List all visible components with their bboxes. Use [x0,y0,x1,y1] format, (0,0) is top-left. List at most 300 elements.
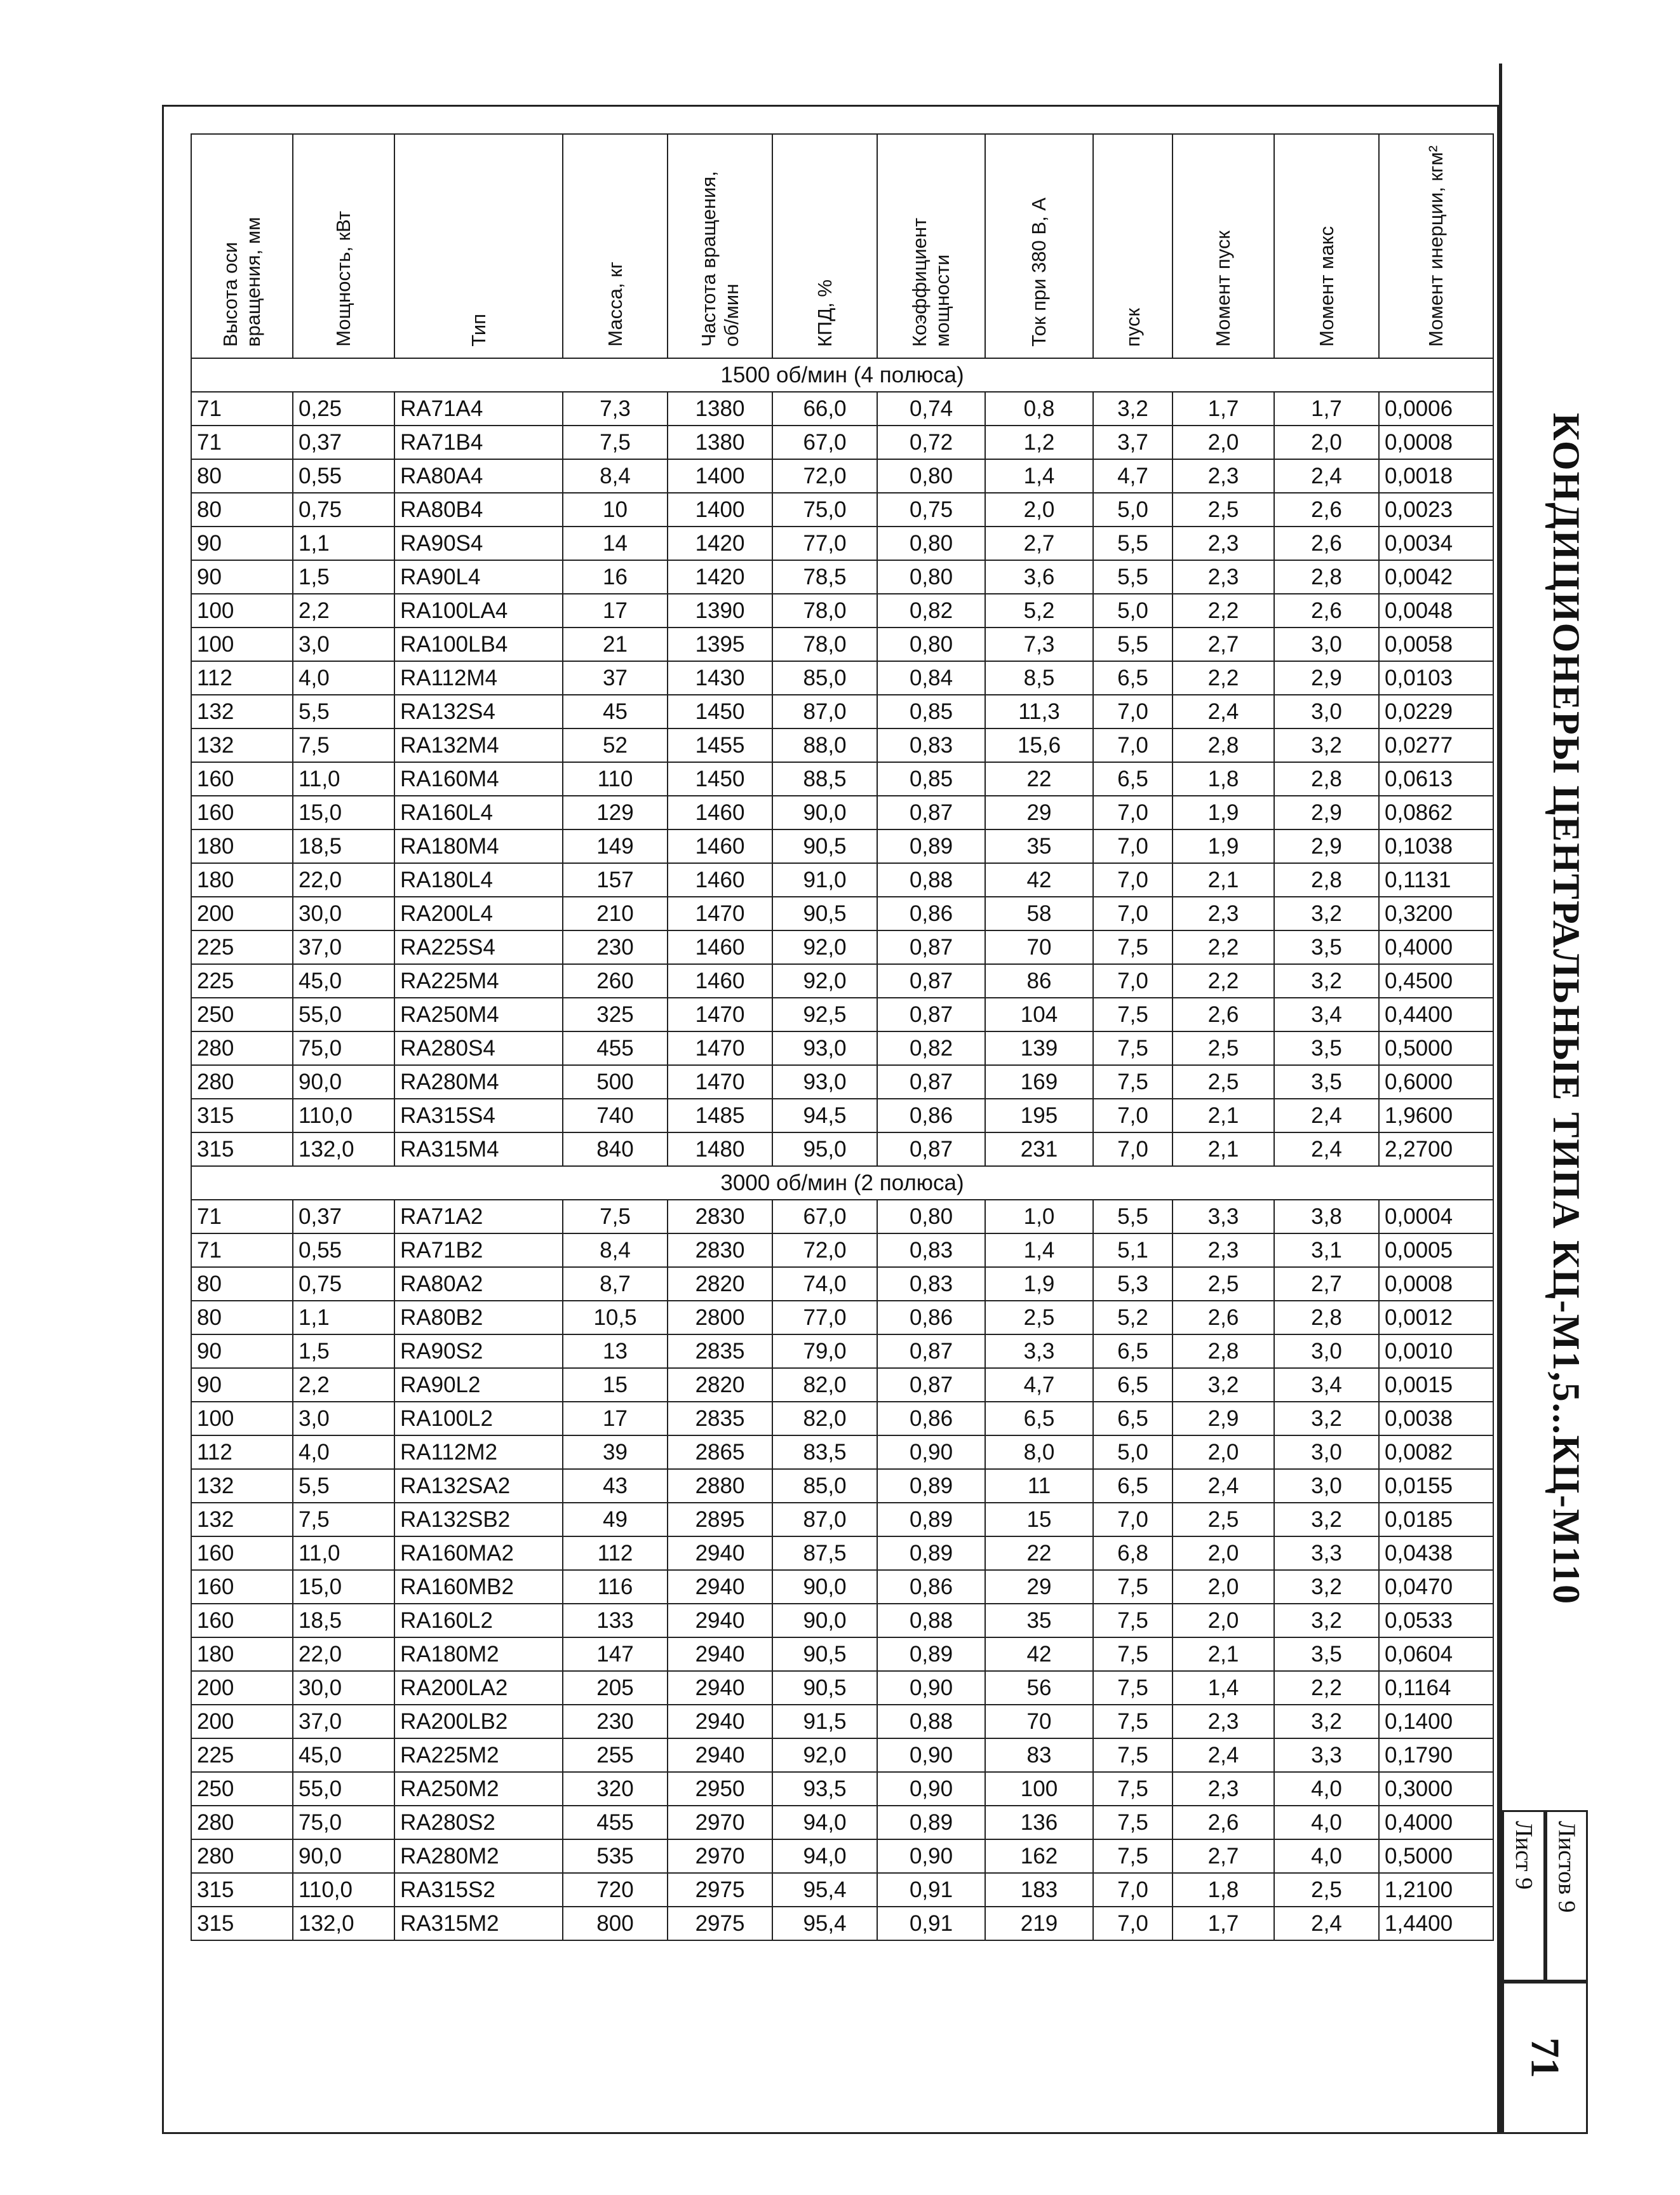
table-cell: 0,87 [877,964,985,998]
table-cell: 80 [191,493,293,527]
table-cell: 72,0 [772,459,877,493]
table-cell: 1,2100 [1379,1873,1493,1907]
table-cell: 0,0038 [1379,1402,1493,1435]
table-cell: 2,6 [1173,998,1274,1031]
table-row [191,1200,1493,1233]
table-cell: 2,7 [1173,1839,1274,1873]
table-cell: 139 [985,1031,1093,1065]
table-cell: 90 [191,1368,293,1402]
table-cell: 1,9 [985,1267,1093,1301]
table-cell: 7,0 [1093,1132,1173,1166]
table-cell: 86 [985,964,1093,998]
table-cell: 2970 [668,1806,772,1839]
table-cell: 7,0 [1093,1099,1173,1132]
table-cell: 29 [985,1570,1093,1604]
table-cell: 3,3 [1274,1536,1379,1570]
table-cell: 87,0 [772,1503,877,1536]
table-row [191,728,1493,762]
table-cell: 7,0 [1093,964,1173,998]
table-cell: 7,5 [563,426,668,459]
table-cell: 1,1 [293,527,394,560]
table-cell: 2880 [668,1469,772,1503]
table-cell: 1390 [668,594,772,628]
table-cell: 0,55 [293,1233,394,1267]
table-cell: 4,0 [293,661,394,695]
header-cell: КПД, % [772,134,877,358]
table-cell: 2,6 [1173,1806,1274,1839]
table-cell: 455 [563,1806,668,1839]
table-cell: 1,9 [1173,796,1274,829]
table-cell: 132 [191,728,293,762]
table-cell: 2,6 [1274,493,1379,527]
table-cell: 42 [985,1637,1093,1671]
table-row [191,426,1493,459]
table-cell: 104 [985,998,1093,1031]
table-cell: 0,89 [877,1536,985,1570]
table-cell: 2,5 [985,1301,1093,1334]
table-cell: RA90L4 [394,560,563,594]
table-cell: 80 [191,459,293,493]
table-cell: 0,0438 [1379,1536,1493,1570]
table-cell: 3,7 [1093,426,1173,459]
table-cell: 95,4 [772,1873,877,1907]
table-cell: 0,0010 [1379,1334,1493,1368]
table-cell: 0,55 [293,459,394,493]
table-cell: 78,0 [772,594,877,628]
table-cell: 6,5 [1093,661,1173,695]
table-row [191,829,1493,863]
table-cell: 280 [191,1065,293,1099]
table-cell: 22,0 [293,863,394,897]
table-cell: 3,2 [1274,1705,1379,1738]
table-row [191,762,1493,796]
table-cell: 2975 [668,1907,772,1940]
table-cell: 2,7 [1173,628,1274,661]
table-cell: 10 [563,493,668,527]
table-cell: 85,0 [772,1469,877,1503]
table-row [191,1031,1493,1065]
table-cell: 0,0613 [1379,762,1493,796]
table-cell: 0,85 [877,762,985,796]
table-cell: 1,4 [1173,1671,1274,1705]
table-cell: 1460 [668,863,772,897]
table-row [191,1503,1493,1536]
table-cell: 2,2 [1274,1671,1379,1705]
table-cell: 7,0 [1093,796,1173,829]
table-cell: 200 [191,1671,293,1705]
table-cell: 3,2 [1274,1604,1379,1637]
table-cell: 90,0 [772,1570,877,1604]
table-row [191,796,1493,829]
table-cell: 7,0 [1093,728,1173,762]
table-cell: 14 [563,527,668,560]
table-cell: 82,0 [772,1402,877,1435]
table-row [191,1873,1493,1907]
table-cell: 2970 [668,1839,772,1873]
table-cell: 1455 [668,728,772,762]
table-row [191,1671,1493,1705]
table-cell: 22,0 [293,1637,394,1671]
table-cell: 0,86 [877,897,985,930]
table-cell: 1480 [668,1132,772,1166]
table-cell: 0,72 [877,426,985,459]
table-cell: 0,86 [877,1099,985,1132]
table-cell: RA80B2 [394,1301,563,1334]
table-cell: 72,0 [772,1233,877,1267]
table-cell: 100 [985,1772,1093,1806]
table-cell: 0,90 [877,1435,985,1469]
table-cell: 2,3 [1173,1772,1274,1806]
table-cell: 0,90 [877,1671,985,1705]
table-cell: 225 [191,964,293,998]
table-cell: 3,5 [1274,1637,1379,1671]
table-cell: 2,2 [293,594,394,628]
table-cell: 740 [563,1099,668,1132]
table-cell: 180 [191,829,293,863]
table-cell: 1395 [668,628,772,661]
table-cell: 93,5 [772,1772,877,1806]
table-cell: 2,8 [1173,728,1274,762]
table-cell: 535 [563,1839,668,1873]
table-cell: 1460 [668,796,772,829]
table-cell: 3,3 [985,1334,1093,1368]
table-cell: 8,4 [563,459,668,493]
table-cell: 2,3 [1173,1705,1274,1738]
section-row [191,1166,1493,1200]
table-cell: 2,9 [1173,1402,1274,1435]
table-cell: 3,5 [1274,1065,1379,1099]
table-cell: 0,87 [877,998,985,1031]
table-cell: 3,2 [1274,1402,1379,1435]
table-cell: 0,1400 [1379,1705,1493,1738]
table-cell: 2940 [668,1738,772,1772]
table-cell: 0,0058 [1379,628,1493,661]
table-cell: 7,5 [1093,1772,1173,1806]
table-cell: 315 [191,1132,293,1166]
table-cell: 0,82 [877,1031,985,1065]
table-cell: 2800 [668,1301,772,1334]
table-cell: 2,6 [1274,527,1379,560]
table-cell: 93,0 [772,1031,877,1065]
table-cell: 90,5 [772,829,877,863]
table-cell: 0,90 [877,1839,985,1873]
table-cell: 22 [985,1536,1093,1570]
table-cell: 3,0 [1274,1435,1379,1469]
table-cell: 2,1 [1173,1099,1274,1132]
table-cell: 0,37 [293,1200,394,1233]
table-cell: RA180M2 [394,1637,563,1671]
table-cell: 90,0 [772,1604,877,1637]
table-cell: 1,2 [985,426,1093,459]
table-row [191,560,1493,594]
table-cell: 2,0 [985,493,1093,527]
table-cell: 55,0 [293,1772,394,1806]
table-cell: 2,4 [1173,1738,1274,1772]
table-cell: 2,3 [1173,560,1274,594]
table-cell: 169 [985,1065,1093,1099]
page-number: 71 [1502,1982,1588,2134]
table-cell: 183 [985,1873,1093,1907]
table-row [191,1267,1493,1301]
table-cell: 2,0 [1173,1536,1274,1570]
table-cell: 0,86 [877,1301,985,1334]
table-cell: 2830 [668,1233,772,1267]
table-cell: 0,80 [877,628,985,661]
table-row [191,1536,1493,1570]
table-cell: 0,1164 [1379,1671,1493,1705]
table-cell: 90,0 [293,1065,394,1099]
table-row [191,1301,1493,1334]
table-cell: 1,1 [293,1301,394,1334]
table-cell: 2,1 [1173,1132,1274,1166]
table-cell: 230 [563,930,668,964]
table-cell: 2,5 [1173,1267,1274,1301]
table-cell: RA160M4 [394,762,563,796]
table-cell: 7,5 [1093,1604,1173,1637]
table-row [191,1435,1493,1469]
table-cell: 160 [191,762,293,796]
table-cell: 0,0015 [1379,1368,1493,1402]
table-cell: 2,8 [1173,1334,1274,1368]
table-cell: 6,5 [1093,1469,1173,1503]
table-cell: RA200LB2 [394,1705,563,1738]
table-row [191,392,1493,426]
table-cell: 10,5 [563,1301,668,1334]
table-cell: 0,0008 [1379,1267,1493,1301]
table-cell: 157 [563,863,668,897]
table-cell: 4,0 [1274,1806,1379,1839]
table-cell: 1470 [668,1031,772,1065]
table-cell: 7,5 [1093,1570,1173,1604]
header-row [191,134,1493,358]
table-cell: 83,5 [772,1435,877,1469]
table-cell: 90 [191,560,293,594]
table-cell: 95,0 [772,1132,877,1166]
table-cell: 0,4000 [1379,1806,1493,1839]
table-cell: 0,87 [877,1132,985,1166]
table-cell: 2,0 [1173,1604,1274,1637]
table-cell: 0,1790 [1379,1738,1493,1772]
table-cell: 18,5 [293,829,394,863]
table-cell: 2940 [668,1536,772,1570]
table-cell: RA132M4 [394,728,563,762]
table-row [191,1705,1493,1738]
table-cell: 0,0005 [1379,1233,1493,1267]
table-cell: 11,0 [293,762,394,796]
table-cell: 100 [191,594,293,628]
table-cell: 1450 [668,762,772,796]
table-cell: RA315M4 [394,1132,563,1166]
table-cell: 0,0533 [1379,1604,1493,1637]
table-cell: 200 [191,897,293,930]
table-cell: 3,0 [1274,628,1379,661]
table-cell: RA280S2 [394,1806,563,1839]
table-cell: 49 [563,1503,668,1536]
table-cell: 320 [563,1772,668,1806]
table-cell: 0,86 [877,1402,985,1435]
table-cell: 2,9 [1274,829,1379,863]
table-cell: 1,7 [1274,392,1379,426]
table-row [191,594,1493,628]
table-cell: 3,0 [1274,1469,1379,1503]
table-cell: 110,0 [293,1873,394,1907]
table-cell: 45,0 [293,964,394,998]
table-cell: 7,0 [1093,1873,1173,1907]
table-cell: 0,86 [877,1570,985,1604]
table-cell: 0,87 [877,1368,985,1402]
table-cell: 219 [985,1907,1093,1940]
table-cell: 0,87 [877,1334,985,1368]
table-cell: 7,5 [293,1503,394,1536]
table-cell: 0,0470 [1379,1570,1493,1604]
table-cell: RA180M4 [394,829,563,863]
table-cell: 2,4 [1274,1907,1379,1940]
table-cell: 3,0 [293,628,394,661]
table-cell: 0,88 [877,1604,985,1637]
header-cell: Тип [394,134,563,358]
table-cell: 1400 [668,459,772,493]
table-cell: 2,0 [1173,1570,1274,1604]
table-cell: 15 [563,1368,668,1402]
table-cell: 75,0 [293,1031,394,1065]
table-cell: 3,2 [1093,392,1173,426]
table-cell: 0,0004 [1379,1200,1493,1233]
table-cell: 3,1 [1274,1233,1379,1267]
table-cell: RA280M4 [394,1065,563,1099]
table-cell: 255 [563,1738,668,1772]
table-cell: 0,0023 [1379,493,1493,527]
table-cell: 30,0 [293,1671,394,1705]
table-cell: RA315S2 [394,1873,563,1907]
table-cell: 90,0 [293,1839,394,1873]
table-cell: 0,0277 [1379,728,1493,762]
table-cell: 2940 [668,1637,772,1671]
table-row [191,1604,1493,1637]
table-cell: 45 [563,695,668,728]
table-cell: 0,83 [877,1233,985,1267]
table-row [191,964,1493,998]
table-cell: 0,85 [877,695,985,728]
table-cell: 5,3 [1093,1267,1173,1301]
table-cell: 0,89 [877,1806,985,1839]
table-cell: 39 [563,1435,668,1469]
table-cell: 0,0155 [1379,1469,1493,1503]
table-cell: 94,5 [772,1099,877,1132]
table-cell: 0,0008 [1379,426,1493,459]
table-cell: 315 [191,1099,293,1132]
document-title: КОНДИЦИОНЕРЫ ЦЕНТРАЛЬНЫЕ ТИПА КЦ-М1,5...КЦ-М110 [1545,413,1587,1606]
table-cell: 0,82 [877,594,985,628]
table-cell: 78,5 [772,560,877,594]
table-cell: 2,6 [1173,1301,1274,1334]
table-cell: 112 [563,1536,668,1570]
table-cell: 2820 [668,1267,772,1301]
table-cell: 132,0 [293,1907,394,1940]
table-cell: 205 [563,1671,668,1705]
table-cell: 0,3000 [1379,1772,1493,1806]
table-cell: 35 [985,829,1093,863]
table-cell: 90,5 [772,897,877,930]
table-row [191,1907,1493,1940]
table-cell: 1,7 [1173,392,1274,426]
table-cell: 3,4 [1274,998,1379,1031]
table-cell: 3,2 [1274,1503,1379,1536]
table-cell: 5,5 [1093,1200,1173,1233]
table-cell: 3,2 [1173,1368,1274,1402]
table-cell: 30,0 [293,897,394,930]
table-cell: RA315S4 [394,1099,563,1132]
table-cell: 71 [191,1200,293,1233]
table-cell: RA180L4 [394,863,563,897]
table-cell: 280 [191,1839,293,1873]
table-cell: 195 [985,1099,1093,1132]
table-cell: 74,0 [772,1267,877,1301]
table-cell: 1,9 [1173,829,1274,863]
table-cell: 250 [191,998,293,1031]
header-cell: Коэффициент мощности [877,134,985,358]
table-cell: 1400 [668,493,772,527]
table-row [191,1637,1493,1671]
table-cell: 160 [191,1536,293,1570]
table-cell: RA80B4 [394,493,563,527]
table-cell: 1460 [668,964,772,998]
table-cell: RA160MB2 [394,1570,563,1604]
table-cell: 2,9 [1274,661,1379,695]
table-cell: RA225S4 [394,930,563,964]
table-cell: 0,0042 [1379,560,1493,594]
table-cell: 37 [563,661,668,695]
table-cell: 3,3 [1274,1738,1379,1772]
table-cell: 3,2 [1274,897,1379,930]
table-cell: 2,5 [1274,1873,1379,1907]
table-row [191,863,1493,897]
table-row [191,661,1493,695]
table-cell: 82,0 [772,1368,877,1402]
table-cell: 15 [985,1503,1093,1536]
table-cell: 136 [985,1806,1093,1839]
table-cell: 55,0 [293,998,394,1031]
table-cell: 37,0 [293,1705,394,1738]
table-cell: 42 [985,863,1093,897]
table-cell: 90,0 [772,796,877,829]
table-cell: 11 [985,1469,1093,1503]
header-cell: Момент инерции, кгм² [1379,134,1493,358]
table-cell: 67,0 [772,1200,877,1233]
table-cell: 7,5 [1093,1031,1173,1065]
table-cell: 840 [563,1132,668,1166]
table-cell: RA160L4 [394,796,563,829]
table-cell: 132 [191,695,293,728]
table-cell: 0,87 [877,1065,985,1099]
table-cell: 37,0 [293,930,394,964]
table-cell: 1460 [668,829,772,863]
table-cell: 2,6 [1274,594,1379,628]
table-cell: 1380 [668,426,772,459]
table-cell: 16 [563,560,668,594]
table-cell: 231 [985,1132,1093,1166]
table-cell: 800 [563,1907,668,1940]
table-cell: 87,5 [772,1536,877,1570]
table-cell: 2,4 [1274,1099,1379,1132]
table-cell: 7,0 [1093,863,1173,897]
table-cell: 0,74 [877,392,985,426]
table-cell: 2,5 [1173,1503,1274,1536]
table-cell: 43 [563,1469,668,1503]
table-cell: 79,0 [772,1334,877,1368]
table-cell: 29 [985,796,1093,829]
table-cell: 3,4 [1274,1368,1379,1402]
table-cell: 149 [563,829,668,863]
